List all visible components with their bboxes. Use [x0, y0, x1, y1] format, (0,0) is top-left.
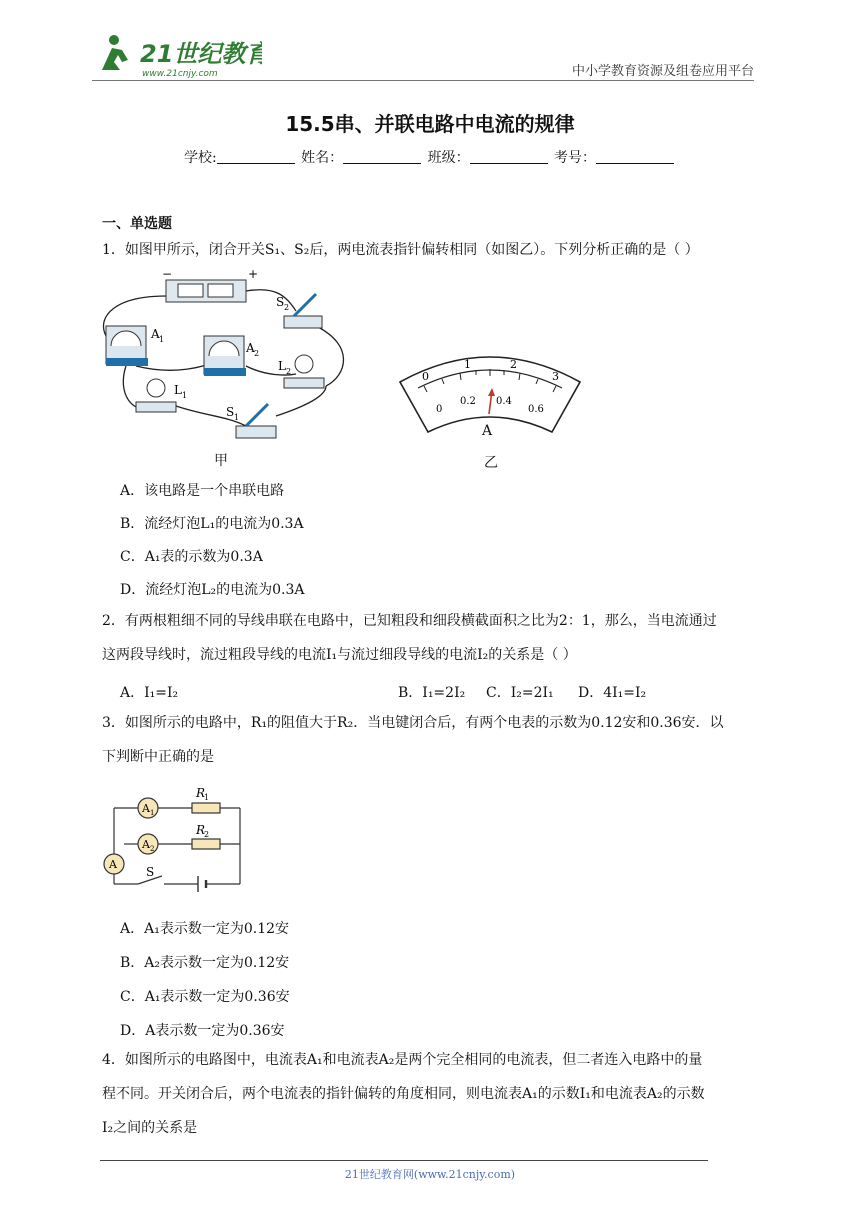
svg-text:S: S: [146, 865, 155, 879]
ammeter-unit-label: A: [482, 423, 493, 439]
svg-text:2: 2: [254, 349, 260, 358]
name-label: 姓名：: [301, 150, 344, 166]
svg-text:0.4: 0.4: [496, 396, 512, 407]
svg-text:+: +: [248, 267, 259, 281]
question-1-option-d[interactable]: D．流经灯泡L₂的电流为0.3A: [120, 582, 305, 598]
site-logo: [92, 30, 262, 80]
svg-text:2: 2: [286, 367, 292, 376]
svg-text:2: 2: [204, 830, 210, 839]
question-1-option-c[interactable]: C．A₁表的示数为0.3A: [120, 549, 263, 565]
question-2-stem-line1: 2．有两根粗细不同的导线串联在电路中，已知粗段和细段横截面积之比为2：1，那么，当电流通过: [102, 613, 717, 629]
svg-text:2: 2: [284, 303, 290, 312]
platform-name: 中小学教育资源及组卷应用平台: [571, 64, 754, 79]
question-1-option-b[interactable]: B．流经灯泡L₁的电流为0.3A: [120, 516, 304, 532]
exam-no-blank[interactable]: [596, 149, 674, 164]
question-2-option-d[interactable]: D．4I₁=I₂: [578, 685, 647, 701]
svg-text:0: 0: [436, 404, 443, 415]
svg-text:L: L: [174, 383, 182, 397]
svg-text:21世纪教育: 21世纪教育: [140, 40, 262, 68]
svg-text:1: 1: [150, 809, 155, 817]
figure-caption-jia: 甲: [214, 453, 228, 469]
svg-text:1: 1: [464, 358, 471, 371]
svg-text:R: R: [196, 823, 206, 837]
svg-text:1: 1: [159, 335, 165, 344]
svg-text:1: 1: [182, 391, 188, 400]
svg-text:A: A: [142, 802, 150, 815]
svg-text:0.6: 0.6: [528, 404, 544, 415]
question-4-stem-line3: I₂之间的关系是: [102, 1120, 198, 1136]
svg-text:A: A: [109, 858, 117, 871]
svg-text:1: 1: [204, 793, 210, 802]
exam-no-label: 考号：: [554, 150, 597, 166]
svg-text:www.21cnjy.com: www.21cnjy.com: [142, 69, 218, 79]
class-blank[interactable]: [470, 149, 548, 164]
svg-text:0.2: 0.2: [460, 396, 476, 407]
footer-link[interactable]: 21世纪教育网(www.21cnjy.com): [344, 1168, 516, 1181]
svg-text:R: R: [196, 786, 206, 800]
question-4-stem-line2: 程不同。开关闭合后，两个电流表的指针偏转的角度相同，则电流表A₁的示数I₁和电流表A₂的示数: [102, 1086, 705, 1102]
question-2-option-a[interactable]: A．I₁=I₂: [120, 685, 179, 701]
class-label: 班级：: [427, 150, 470, 166]
name-blank[interactable]: [343, 149, 421, 164]
svg-text:−: −: [162, 267, 173, 281]
header-divider: [92, 80, 754, 81]
svg-text:A: A: [151, 327, 160, 341]
footer-divider: [100, 1160, 708, 1161]
svg-text:S: S: [276, 295, 285, 309]
student-info-line: [0, 147, 860, 167]
svg-text:0: 0: [422, 370, 429, 383]
question-1-stem: 1．如图甲所示，闭合开关S₁、S₂后，两电流表指针偏转相同（如图乙）。下列分析正确的是（ ）: [102, 242, 699, 258]
figure-caption-yi: 乙: [484, 455, 498, 471]
question-2-option-b[interactable]: B．I₁=2I₂: [398, 685, 466, 701]
svg-text:1: 1: [234, 413, 240, 422]
svg-text:3: 3: [552, 370, 559, 383]
svg-text:S: S: [226, 405, 235, 419]
svg-text:2: 2: [150, 845, 155, 853]
section-title: 一、单选题: [102, 216, 172, 232]
page-title: 15.5串、并联电路中电流的规律: [285, 112, 575, 136]
school-label: 学校:: [183, 150, 217, 166]
question-4-stem-line1: 4．如图所示的电路图中，电流表A₁和电流表A₂是两个完全相同的电流表，但二者连入电路中的量: [102, 1052, 703, 1068]
question-2-option-c[interactable]: C．I₂=2I₁: [486, 685, 554, 701]
question-3-option-b[interactable]: B．A₂表示数一定为0.12安: [120, 955, 290, 971]
circuit-figure-jia: [96, 266, 356, 456]
question-2-stem-line2: 这两段导线时，流过粗段导线的电流I₁与流过细段导线的电流I₂的关系是（ ）: [102, 647, 577, 663]
question-3-option-a[interactable]: A．A₁表示数一定为0.12安: [120, 921, 290, 937]
school-blank[interactable]: [217, 149, 295, 164]
question-3-stem-line1: 3．如图所示的电路中，R₁的阻值大于R₂．当电键闭合后，有两个电表的示数为0.12安和0.36安．以: [102, 715, 724, 731]
question-3-stem-line2: 下判断中正确的是: [102, 749, 214, 765]
svg-text:L: L: [278, 359, 286, 373]
question-3-option-d[interactable]: D．A表示数一定为0.36安: [120, 1023, 285, 1039]
svg-text:2: 2: [510, 358, 517, 371]
svg-text:A: A: [142, 838, 150, 851]
question-1-option-a[interactable]: A．该电路是一个串联电路: [120, 483, 285, 499]
question-3-option-c[interactable]: C．A₁表示数一定为0.36安: [120, 989, 290, 1005]
svg-text:A: A: [246, 341, 255, 355]
parallel-circuit-diagram: [100, 780, 250, 892]
